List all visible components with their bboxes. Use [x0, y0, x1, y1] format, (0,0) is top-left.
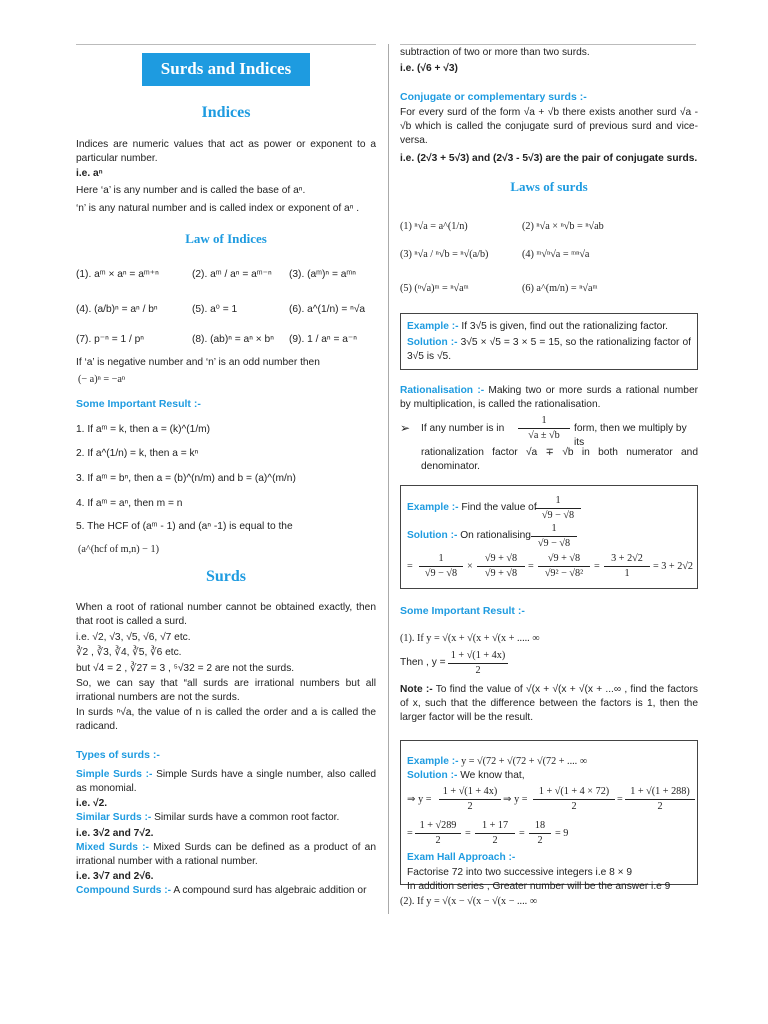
s3-frac-4 — [415, 819, 461, 848]
surd-law-3: (3) ⁿ√a / ⁿ√b = ⁿ√(a/b) — [400, 249, 489, 260]
compound-ie: i.e. (√6 + √3) — [400, 63, 458, 74]
surds-irrational-note: So, we can say that “all surds are irrational numbers but all irrational numbers are not the surds. — [76, 678, 376, 703]
law-of-indices-heading: Law of Indices — [185, 231, 267, 246]
result-nested-minus: (2). If y = √(x − √(x − √(x − .... ∞ — [400, 896, 537, 907]
example-1-text: If 3√5 is given, find out the rationalizing factor. — [458, 321, 668, 332]
example-2-numerator: 1 — [555, 495, 561, 506]
top-rule-left — [76, 44, 376, 45]
s3-frac-3 — [625, 785, 695, 814]
rationalisation-factor: rationalization factor √a ∓ √b in both numerator and denominator. — [421, 447, 698, 472]
example-1-label: Example :- — [407, 321, 459, 332]
solution-3-text: We know that, — [457, 770, 525, 781]
eq-frac-3 — [538, 552, 590, 581]
s3-eq-1: = — [617, 794, 623, 805]
mixed-surds-label: Mixed Surds :- — [76, 842, 149, 853]
s3-frac-3-num: 1 + √(1 + 288) — [630, 786, 690, 797]
example-2-label: Example :- — [407, 502, 459, 513]
eq-sign: = — [407, 561, 413, 572]
solution-2 — [407, 529, 531, 543]
eq-frac-3-den: √9² − √8² — [538, 566, 590, 581]
simple-surds-label: Simple Surds :- — [76, 769, 153, 780]
negative-formula: (− a)ⁿ = −aⁿ — [78, 374, 126, 385]
solution-2-fraction — [531, 522, 577, 551]
types-of-surds-heading: Types of surds :- — [76, 749, 160, 761]
result-4: 4. If aᵐ = aⁿ, then m = n — [76, 498, 183, 509]
top-rule-right — [400, 44, 696, 45]
result-3: 3. If aᵐ = bⁿ, then a = (b)^(n/m) and b = (a)^(m/n) — [76, 473, 296, 484]
solution-3-line-1 — [407, 785, 695, 815]
eq-frac-1-den: √9 − √8 — [419, 566, 463, 581]
negative-note: If ‘a’ is negative number and ‘n’ is an odd number then — [76, 357, 320, 368]
rationalisation-fraction — [518, 414, 570, 443]
s3-frac-1-den: 2 — [439, 799, 501, 814]
s3-eq-4: = — [519, 828, 525, 839]
example-3 — [407, 755, 587, 769]
s3-frac-4-num: 1 + √289 — [419, 820, 457, 831]
surd-law-5: (5) (ⁿ√a)ᵐ = ⁿ√aᵐ — [400, 283, 469, 294]
example-box-2 — [400, 485, 698, 589]
conjugate-ie: i.e. (2√3 + 5√3) and (2√3 - 5√3) are the pair of conjugate surds. — [400, 153, 698, 164]
s3-frac-2 — [533, 785, 615, 814]
bullet-arrow-icon: ➢ — [400, 421, 411, 435]
eq-times: × — [467, 561, 473, 572]
s3-frac-1-num: 1 + √(1 + 4x) — [442, 786, 498, 797]
s3-frac-2-num: 1 + √(1 + 4 × 72) — [538, 786, 610, 797]
law-3: (3). (aᵐ)ⁿ = aᵐⁿ — [289, 269, 356, 280]
page-title: Surds and Indices — [142, 53, 310, 86]
conjugate-text: For every surd of the form √a + √b there exists another surd √a - √b which is called the conjugate surd of previous surd and vice-versa. — [400, 107, 698, 146]
compound-surds-label: Compound Surds :- — [76, 885, 172, 896]
law-8: (8). (ab)ⁿ = aⁿ × bⁿ — [192, 334, 274, 345]
rationalisation-if: If any number is in — [421, 423, 505, 434]
indices-base-text: Here ‘a’ is any number and is called the base of aⁿ. — [76, 185, 306, 196]
s3-result: = 9 — [555, 828, 569, 839]
conjugate-heading: Conjugate or complementary surds :- — [400, 91, 587, 103]
result-2: 2. If a^(1/n) = k, then a = kⁿ — [76, 448, 199, 459]
s3-frac-6-den: 2 — [529, 833, 551, 848]
eq-frac-2-den: √9 + √8 — [477, 566, 525, 581]
rationalisation-label: Rationalisation :- — [400, 385, 485, 396]
s3-eq-2: = — [407, 828, 413, 839]
solution-3-label: Solution :- — [407, 770, 458, 781]
s3-implies-1: ⇒ y = — [407, 794, 432, 805]
compound-continued: subtraction of two or more than two surds. — [400, 47, 590, 58]
result-then: Then , y = — [400, 657, 446, 668]
surds-non-example: but √4 = 2 , ∛27 = 3 , ⁵√32 = 2 are not the surds. — [76, 663, 295, 674]
rationalisation — [400, 384, 698, 412]
solution-1 — [407, 336, 691, 364]
similar-surds-text: Similar surds have a common root factor. — [151, 812, 340, 823]
eq-frac-4-den: 1 — [604, 566, 650, 581]
solution-3-line-2 — [407, 819, 607, 849]
similar-surds — [76, 811, 339, 825]
indices-exponent-text: ‘n’ is any natural number and is called index or exponent of aⁿ . — [76, 203, 360, 214]
important-result-heading-right: Some Important Result :- — [400, 605, 525, 617]
rationalisation-form: form, then we multiply by its — [574, 423, 687, 448]
example-3-label: Example :- — [407, 756, 459, 767]
exam-hall-line-1: Factorise 72 into two successive integers i.e 8 × 9 — [407, 867, 633, 878]
similar-surds-label: Similar Surds :- — [76, 812, 152, 823]
result-then-numerator: 1 + √(1 + 4x) — [450, 650, 506, 661]
note-label: Note :- — [400, 684, 433, 695]
example-2-denominator: √9 − √8 — [535, 508, 581, 523]
indices-definition: Indices are numeric values that act as power or exponent to a particular number. — [76, 139, 376, 164]
law-4: (4). (a/b)ⁿ = aⁿ / bⁿ — [76, 304, 158, 315]
s3-frac-5-num: 1 + 17 — [481, 820, 509, 831]
exam-hall-heading: Exam Hall Approach :- — [407, 852, 516, 863]
s3-frac-2-den: 2 — [533, 799, 615, 814]
surd-law-1: (1) ⁿ√a = a^(1/n) — [400, 221, 468, 232]
result-then-fraction — [448, 649, 508, 678]
simple-surds — [76, 768, 376, 796]
compound-surds-text: A compound surd has algebraic addition or — [171, 885, 367, 896]
example-box-1 — [400, 313, 698, 370]
column-divider — [388, 44, 389, 914]
solution-1-label: Solution :- — [407, 337, 458, 348]
eq-frac-2-num: √9 + √8 — [484, 553, 518, 564]
indices-heading: Indices — [201, 104, 251, 121]
surds-example-1: i.e. √2, √3, √5, √6, √7 etc. — [76, 632, 191, 643]
s3-frac-6 — [529, 819, 551, 848]
s3-frac-5 — [475, 819, 515, 848]
solution-3 — [407, 769, 525, 783]
rationalisation-fraction-denominator: √a ± √b — [518, 428, 570, 443]
s3-eq-3: = — [465, 828, 471, 839]
result-5: 5. The HCF of (aᵐ - 1) and (aⁿ -1) is equal to the — [76, 521, 293, 532]
example-3-text: y = √(72 + √(72 + √(72 + .... ∞ — [458, 756, 588, 767]
example-box-3 — [400, 740, 698, 892]
eq-sign-2: = — [528, 561, 534, 572]
eq-result: = 3 + 2√2 — [653, 561, 694, 572]
law-1: (1). aᵐ × aⁿ = aᵐ⁺ⁿ — [76, 269, 159, 280]
mixed-surds-ie: i.e. 3√7 and 2√6. — [76, 871, 154, 882]
result-nested-plus: (1). If y = √(x + √(x + √(x + ..... ∞ — [400, 633, 540, 644]
surd-law-2: (2) ⁿ√a × ⁿ√b = ⁿ√ab — [522, 221, 604, 232]
solution-2-equation — [407, 552, 697, 582]
simple-surds-text: Simple Surds have a single number, also called as monomial. — [76, 769, 376, 794]
mixed-surds — [76, 841, 376, 869]
result-5-formula: (a^(hcf of m,n) − 1) — [78, 544, 159, 555]
note-text: To find the value of √(x + √(x + √(x + ...∞ , find the factors of x, such that the difference between the factors is 1, then the larger factor will be the result. — [400, 684, 698, 723]
s3-implies-2: ⇒ y = — [503, 794, 528, 805]
example-2 — [407, 501, 537, 515]
law-7: (7). p⁻ⁿ = 1 / pⁿ — [76, 334, 145, 345]
compound-surds — [76, 884, 366, 898]
rationalisation-text: Making two or more surds a rational number by multiplication, is called the rationalisation. — [400, 385, 698, 410]
s3-frac-5-den: 2 — [475, 833, 515, 848]
surds-heading: Surds — [205, 568, 247, 585]
surd-law-6: (6) a^(m/n) = ⁿ√aᵐ — [522, 283, 598, 294]
simple-surds-ie: i.e. √2. — [76, 798, 108, 809]
result-1: 1. If aᵐ = k, then a = (k)^(1/m) — [76, 424, 211, 435]
law-2: (2). aᵐ / aⁿ = aᵐ⁻ⁿ — [192, 269, 272, 280]
law-9: (9). 1 / aⁿ = a⁻ⁿ — [289, 334, 358, 345]
law-5: (5). a⁰ = 1 — [192, 304, 238, 315]
eq-frac-1 — [419, 552, 463, 581]
indices-ie: i.e. aⁿ — [76, 168, 103, 179]
note — [400, 683, 698, 725]
s3-frac-1 — [439, 785, 501, 814]
result-then-denominator: 2 — [448, 663, 508, 678]
example-1 — [407, 320, 668, 334]
example-2-fraction — [535, 494, 581, 523]
exam-hall-line-2: In addition series , Greater number will be the answer i.e 9 — [407, 881, 671, 892]
eq-frac-4 — [604, 552, 650, 581]
similar-surds-ie: i.e. 3√2 and 7√2. — [76, 828, 154, 839]
solution-1-text: 3√5 × √5 = 3 × 5 = 15, so the rationalizing factor of 3√5 is √5. — [407, 337, 691, 362]
solution-2-denominator: √9 − √8 — [531, 536, 577, 551]
solution-2-text: On rationalising — [457, 530, 531, 541]
surds-example-2: ∛2 , ∛3, ∛4, ∛5, ∛6 etc. — [76, 647, 182, 658]
laws-of-surds-heading: Laws of surds — [510, 179, 588, 194]
solution-2-label: Solution :- — [407, 530, 458, 541]
eq-frac-2 — [477, 552, 525, 581]
example-2-text: Find the value of — [458, 502, 537, 513]
mixed-surds-text: Mixed Surds can be defined as a product of an irrational number with a rational number. — [76, 842, 376, 867]
s3-frac-3-den: 2 — [625, 799, 695, 814]
law-6: (6). a^(1/n) = ⁿ√a — [289, 304, 366, 315]
s3-frac-6-num: 18 — [534, 820, 546, 831]
important-result-heading: Some Important Result :- — [76, 398, 201, 410]
s3-frac-4-den: 2 — [415, 833, 461, 848]
eq-frac-1-num: 1 — [438, 553, 444, 564]
eq-sign-3: = — [594, 561, 600, 572]
rationalisation-fraction-numerator: 1 — [541, 415, 547, 426]
surds-order-note: In surds ⁿ√a, the value of n is called the order and a is called the radicand. — [76, 707, 376, 732]
solution-2-numerator: 1 — [551, 523, 557, 534]
surd-law-4: (4) ᵐ√ⁿ√a = ᵐⁿ√a — [522, 249, 590, 260]
eq-frac-4-num: 3 + 2√2 — [611, 553, 643, 564]
eq-frac-3-num: √9 + √8 — [547, 553, 581, 564]
surds-definition: When a root of rational number cannot be obtained exactly, then that root is called a surd. — [76, 602, 376, 627]
